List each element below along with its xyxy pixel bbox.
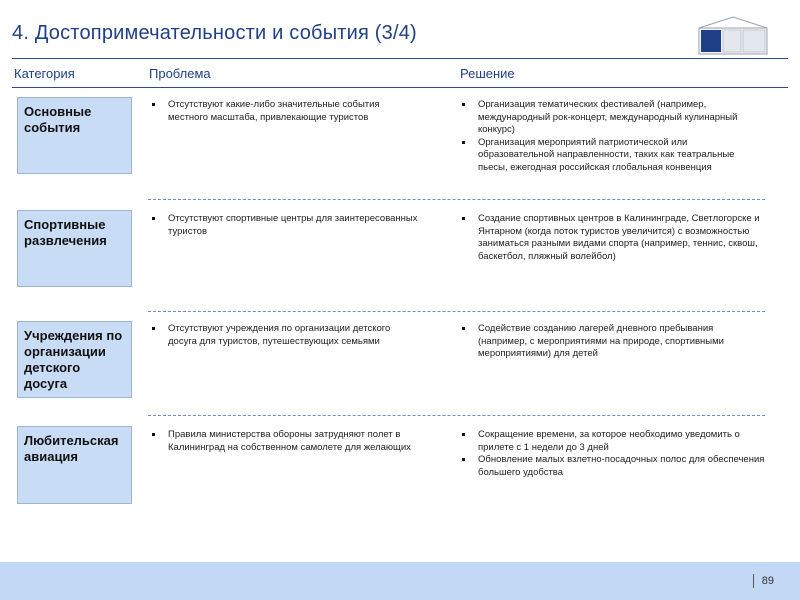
problem-list bbox=[150, 99, 420, 124]
column-header-solution: Решение bbox=[460, 66, 515, 81]
column-header-category: Категория bbox=[14, 66, 75, 81]
problem-list bbox=[150, 323, 420, 348]
building-logo-icon bbox=[697, 16, 769, 56]
category-main-events: Основные события bbox=[17, 97, 132, 174]
category-amateur-aviation: Любительская авиация bbox=[17, 426, 132, 504]
row-separator bbox=[148, 199, 765, 200]
page-title: 4. Достопримечательности и события (3/4) bbox=[12, 22, 417, 44]
problem-list bbox=[150, 429, 420, 454]
row-separator bbox=[148, 415, 765, 416]
header-rule bbox=[12, 58, 788, 59]
row-separator bbox=[148, 311, 765, 312]
solution-list bbox=[460, 323, 765, 361]
list-item: Обновление малых взлетно-посадочных полос для обеспечения большего удобства bbox=[460, 454, 765, 479]
list-item: Отсутствуют спортивные центры для заинтересованных туристов bbox=[150, 213, 420, 238]
list-item: Правила министерства обороны затрудняют полет в Калининград на собственном самолете для желающих bbox=[150, 429, 420, 454]
list-item: Отсутствуют учреждения по организации детского досуга для туристов, путешествующих семьями bbox=[150, 323, 420, 348]
list-item: Сокращение времени, за которое необходимо уведомить о прилете с 1 недели до 3 дней bbox=[460, 429, 765, 454]
footer-band bbox=[0, 562, 800, 600]
column-header-rule bbox=[12, 87, 788, 88]
solution-list bbox=[460, 429, 765, 479]
category-children-leisure: Учреждения по организации детского досуга bbox=[17, 321, 132, 398]
list-item: Организация тематических фестивалей (например, международный рок-концерт, международный кулинарный конкурс) bbox=[460, 99, 760, 137]
solution-list bbox=[460, 99, 760, 175]
page-number: 89 bbox=[761, 575, 774, 587]
list-item: Организация мероприятий патриотической или образовательной направленности, таких как театральные пьесы, ежегодная российская глобальная конвенция bbox=[460, 137, 760, 175]
category-sports: Спортивные развлечения bbox=[17, 210, 132, 287]
list-item: Создание спортивных центров в Калининграде, Светлогорске и Янтарном (когда поток туристов увеличится) с возможностью заниматься разными видами спорта (например, теннис, сквош, баскетбол, пляжный волейбол) bbox=[460, 213, 765, 263]
problem-list bbox=[150, 213, 420, 238]
list-item: Отсутствуют какие-либо значительные события местного масштаба, привлекающие туристов bbox=[150, 99, 420, 124]
page-number-divider bbox=[753, 574, 754, 588]
solution-list bbox=[460, 213, 765, 263]
column-header-problem: Проблема bbox=[149, 66, 211, 81]
list-item: Содействие созданию лагерей дневного пребывания (например, с мероприятиями на природе, спортивными мероприятиями) для детей bbox=[460, 323, 765, 361]
